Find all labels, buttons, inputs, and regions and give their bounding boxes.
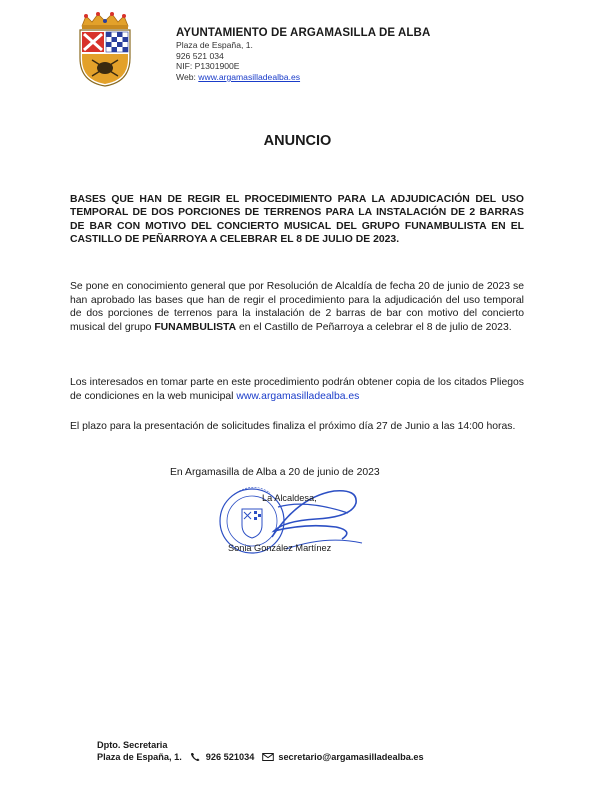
footer-phone-group — [190, 751, 255, 763]
municipal-web-link[interactable]: www.argamasilladealba.es — [236, 390, 360, 402]
phone-icon — [190, 752, 202, 762]
paragraph-resolution-bold: FUNAMBULISTA — [154, 321, 237, 333]
signer-title: La Alcaldesa, — [262, 493, 317, 503]
organization-name: AYUNTAMIENTO DE ARGAMASILLA DE ALBA — [176, 27, 431, 39]
paragraph-resolution — [70, 280, 524, 334]
header-phone: 926 521 034 — [176, 50, 224, 61]
paragraph-resolution-text: Se pone en conocimiento general que por Resolución de Alcaldía de fecha 20 de junio de 2023 se han aprobado las bases que han de regir el procedimiento para la adjudicación del uso temporal de dos porciones de terrenos para la instalación de 2 barras de bar con motivo del concierto musical del grupo — [70, 281, 524, 333]
header-web-link[interactable]: www.argamasilladealba.es — [198, 71, 301, 82]
footer-phone: 926 521034 — [205, 752, 255, 762]
bases-heading: BASES QUE HAN DE REGIR EL PROCEDIMIENTO PARA LA ADJUDICACIÓN DEL USO TEMPORAL DE DOS PORCIONES DE TERRENOS PARA LA INSTALACIÓN DE 2 BARRAS DE BAR CON MOTIVO DEL CONCIERTO MUSICAL DEL GRUPO FUNAMBULISTA EN EL CASTILLO DE PEÑARROYA A CELEBRAR EL 8 DE JULIO DE 2023. — [70, 194, 524, 245]
footer-email[interactable]: secretario@argamasilladealba.es — [278, 752, 424, 762]
paragraph-interested — [70, 376, 524, 403]
header-nif: NIF: P1301900E — [176, 61, 240, 72]
header-web-label: Web: — [176, 71, 199, 82]
letterhead — [176, 27, 536, 82]
document-title: ANUNCIO — [263, 133, 332, 149]
header-address: Plaza de España, 1. — [176, 40, 253, 50]
footer-department: Dpto. Secretaria — [97, 740, 168, 750]
envelope-icon — [262, 752, 274, 762]
paragraph-resolution-end: en el Castillo de Peñarroya a celebrar el 8 de julio de 2023. — [236, 321, 512, 333]
paragraph-interested-text: Los interesados en tomar parte en este procedimiento podrán obtener copia de los citados Pliegos de condiciones en la web municipal — [70, 377, 524, 402]
coat-of-arms-icon — [76, 12, 134, 88]
place-and-date: En Argamasilla de Alba a 20 de junio de 2023 — [170, 467, 380, 478]
footer — [97, 739, 557, 763]
header-web — [176, 72, 536, 83]
signer-name: Sonia González Martínez — [228, 543, 332, 553]
footer-email-group — [262, 751, 423, 763]
paragraph-deadline: El plazo para la presentación de solicitudes finaliza el próximo día 27 de Junio a las 14:00 horas. — [70, 421, 516, 432]
footer-contact-row — [97, 751, 557, 763]
footer-address: Plaza de España, 1. — [97, 752, 182, 762]
